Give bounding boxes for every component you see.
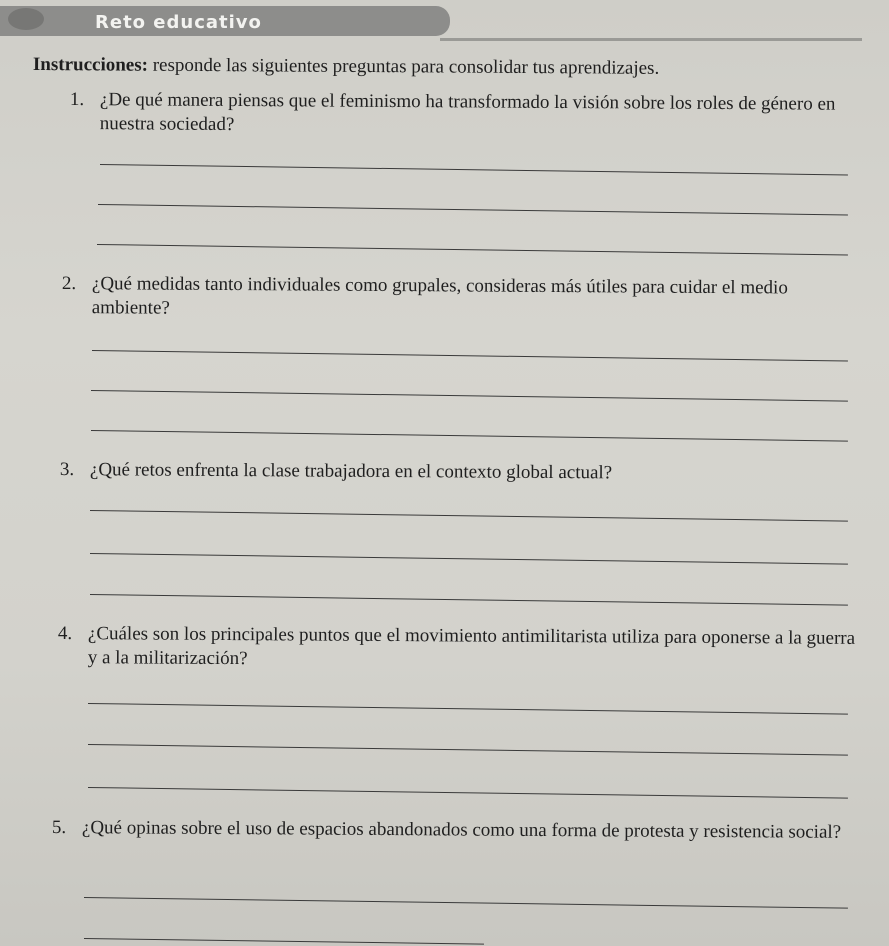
question-text: ¿De qué manera piensas que el feminismo ha transformado la visión sobre los roles de género en nuestra sociedad? <box>99 89 836 136</box>
answer-line[interactable] <box>90 553 848 565</box>
question-3 <box>60 458 830 487</box>
question-number: 5. <box>51 817 67 839</box>
question-2 <box>62 272 832 325</box>
question-text: ¿Qué opinas sobre el uso de espacios abandonados como una forma de protesta y resistencia social? <box>81 817 842 843</box>
answer-line[interactable] <box>91 430 848 442</box>
page-title: Reto educativo <box>95 12 262 33</box>
instructions-label: Instrucciones: <box>32 53 149 76</box>
question-1 <box>70 88 840 141</box>
instructions <box>33 53 853 82</box>
instructions-text: responde las siguientes preguntas para consolidar tus aprendizajes. <box>147 54 660 79</box>
question-5 <box>51 816 842 845</box>
question-number: 2. <box>61 272 77 295</box>
question-4 <box>57 622 856 675</box>
answer-line[interactable] <box>88 787 848 799</box>
header-divider <box>440 38 862 41</box>
question-text: ¿Cuáles son los principales puntos que el movimiento antimilitarista utiliza para oponerse a la guerra y a la militarización? <box>87 623 856 670</box>
answer-line[interactable] <box>92 350 848 362</box>
answer-line[interactable] <box>98 204 848 215</box>
question-text: ¿Qué medidas tanto individuales como grupales, consideras más útiles para cuidar el medio ambiente? <box>91 273 788 319</box>
answer-line[interactable] <box>84 938 484 945</box>
answer-line[interactable] <box>90 510 848 522</box>
answer-line[interactable] <box>88 744 848 756</box>
answer-line[interactable] <box>97 244 848 255</box>
answer-line[interactable] <box>84 897 848 909</box>
question-number: 3. <box>59 458 75 481</box>
answer-line[interactable] <box>90 594 848 606</box>
question-text: ¿Qué retos enfrenta la clase trabajadora en el contexto global actual? <box>89 459 613 484</box>
question-number: 1. <box>69 88 85 111</box>
header-badge-icon <box>8 8 44 30</box>
answer-line[interactable] <box>91 390 848 402</box>
answer-line[interactable] <box>88 703 848 715</box>
question-number: 4. <box>57 623 73 645</box>
header-banner <box>0 6 450 36</box>
answer-line[interactable] <box>100 164 848 175</box>
